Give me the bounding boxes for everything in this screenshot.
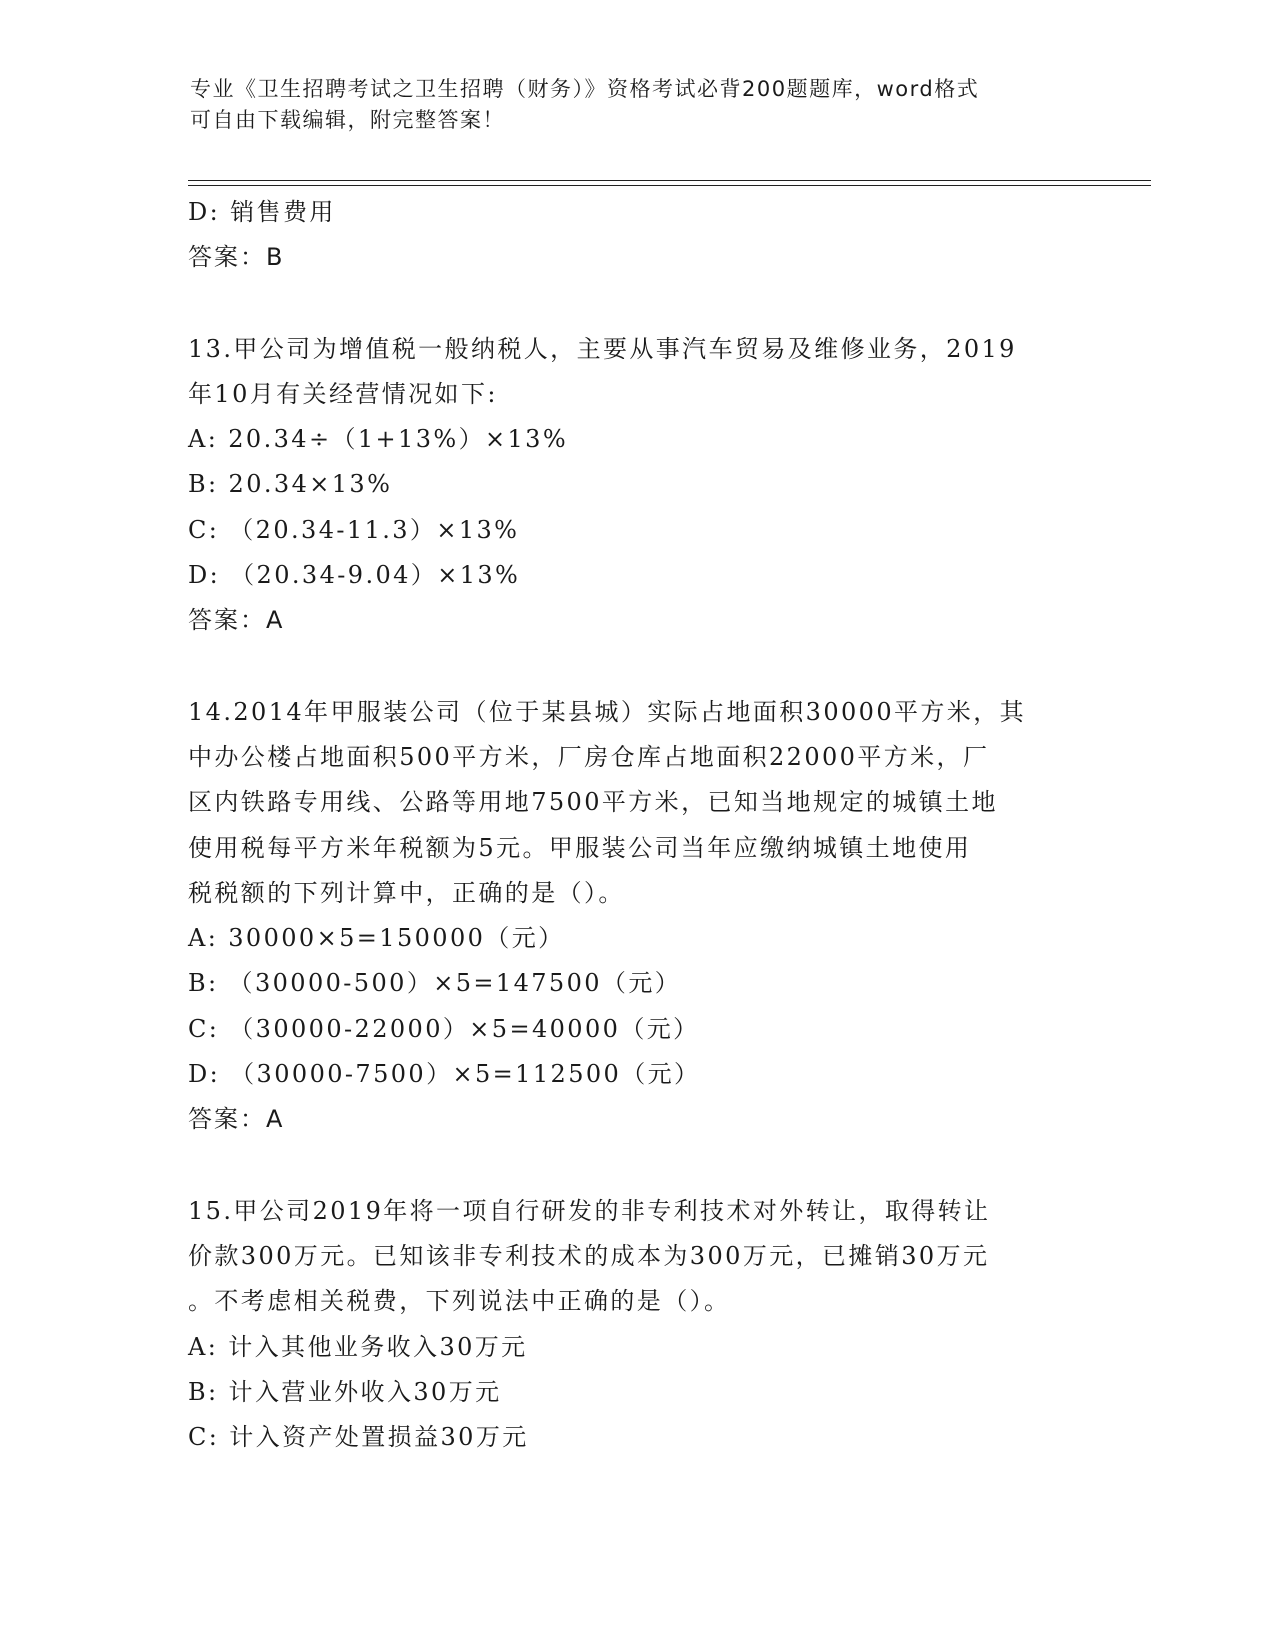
spacer xyxy=(188,644,1088,690)
option-c: C: 计入资产处置损益30万元 xyxy=(188,1423,529,1452)
question-13 xyxy=(188,327,1088,644)
option-d: D: （20.34-9.04）×13% xyxy=(188,561,521,590)
question-stem-line: 15.甲公司2019年将一项自行研发的非专利技术对外转让，取得转让 xyxy=(188,1196,991,1225)
header-divider-bottom xyxy=(188,185,1151,186)
answer-line: 答案：B xyxy=(188,243,285,272)
spacer xyxy=(188,1143,1088,1189)
question-14 xyxy=(188,690,1088,1143)
option-d: D: 销售费用 xyxy=(188,198,336,226)
question-stem-line: 价款300万元。已知该非专利技术的成本为300万元，已摊销30万元 xyxy=(188,1241,990,1270)
spacer xyxy=(188,281,1088,327)
header-line-2: 可自由下载编辑，附完整答案！ xyxy=(190,108,505,132)
question-15 xyxy=(188,1189,1088,1461)
question-stem-line: 税税额的下列计算中，正确的是（）。 xyxy=(188,878,625,907)
question-stem-line: 14.2014年甲服装公司（位于某县城）实际占地面积30000平方米，其 xyxy=(188,697,1026,726)
question-stem-line: 使用税每平方米年税额为5元。甲服装公司当年应缴纳城镇土地使用 xyxy=(188,833,972,862)
option-b: B: 20.34×13% xyxy=(188,470,393,499)
option-a: A: 20.34÷（1+13%）×13% xyxy=(188,425,569,454)
header-divider-top xyxy=(188,180,1151,181)
question-stem-line: 年10月有关经营情况如下: xyxy=(188,379,498,408)
option-a: A: 30000×5=150000（元） xyxy=(188,924,565,953)
document-body xyxy=(188,190,1088,1460)
answer-line: 答案：A xyxy=(188,606,285,635)
question-stem-line: 13.甲公司为增值税一般纳税人，主要从事汽车贸易及维修业务，2019 xyxy=(188,334,1017,363)
option-b: B: （30000-500）×5=147500（元） xyxy=(188,969,682,998)
answer-line: 答案：A xyxy=(188,1105,285,1134)
option-c: C: （30000-22000）×5=40000（元） xyxy=(188,1014,700,1043)
question-stem-line: 中办公楼占地面积500平方米，厂房仓库占地面积22000平方米，厂 xyxy=(188,742,990,771)
prev-question xyxy=(188,190,1088,281)
option-a: A: 计入其他业务收入30万元 xyxy=(188,1332,528,1361)
question-stem-line: 。不考虑相关税费，下列说法中正确的是（）。 xyxy=(188,1287,731,1316)
option-b: B: 计入营业外收入30万元 xyxy=(188,1377,502,1406)
header-line-1: 专业《卫生招聘考试之卫生招聘（财务）》资格考试必背200题题库，word格式 xyxy=(190,77,980,101)
question-stem-line: 区内铁路专用线、公路等用地7500平方米，已知当地规定的城镇土地 xyxy=(188,788,998,817)
option-c: C: （20.34-11.3）×13% xyxy=(188,515,520,544)
document-header xyxy=(190,74,1090,136)
option-d: D: （30000-7500）×5=112500（元） xyxy=(188,1060,701,1089)
